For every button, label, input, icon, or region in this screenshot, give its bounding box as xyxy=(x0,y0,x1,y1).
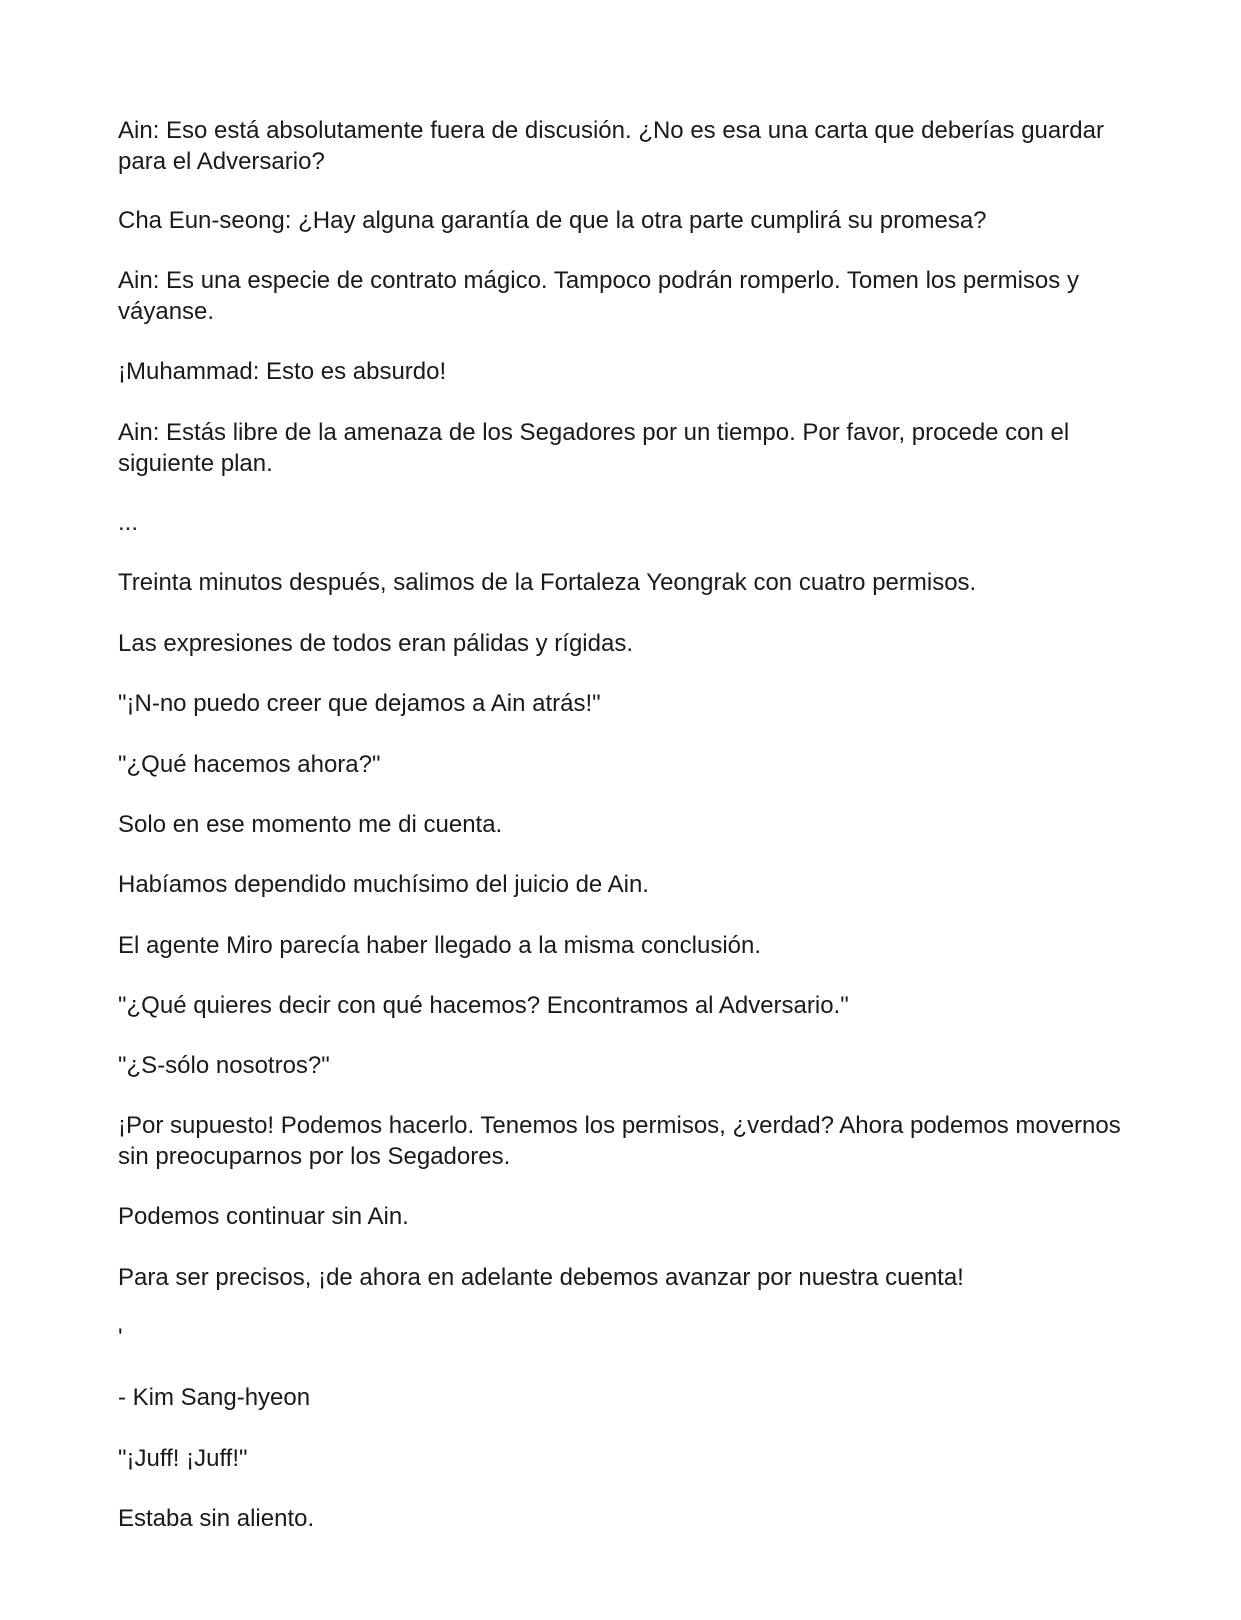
paragraph-15: "¿S-sólo nosotros?" xyxy=(118,1052,330,1079)
paragraph-9: "¡N-no puedo creer que dejamos a Ain atrás!" xyxy=(118,690,601,717)
paragraph-1: Ain: Eso está absolutamente fuera de discusión. ¿No es esa una carta que deberías guardar para el Adversario? xyxy=(118,117,1104,175)
paragraph-22: Estaba sin aliento. xyxy=(118,1505,315,1532)
paragraph-7: Treinta minutos después, salimos de la Fortaleza Yeongrak con cuatro permisos. xyxy=(118,569,977,596)
paragraph-16: ¡Por supuesto! Podemos hacerlo. Tenemos los permisos, ¿verdad? Ahora podemos movernos sin preocuparnos por los Segadores. xyxy=(118,1112,1121,1170)
paragraph-6: ... xyxy=(118,509,139,536)
paragraph-20: - Kim Sang-hyeon xyxy=(118,1384,311,1411)
paragraph-5: Ain: Estás libre de la amenaza de los Segadores por un tiempo. Por favor, procede con el siguiente plan. xyxy=(118,419,1070,477)
paragraph-21: "¡Juff! ¡Juff!" xyxy=(118,1445,248,1472)
paragraph-11: Solo en ese momento me di cuenta. xyxy=(118,811,503,838)
paragraph-17: Podemos continuar sin Ain. xyxy=(118,1203,409,1230)
paragraph-2: Cha Eun-seong: ¿Hay alguna garantía de que la otra parte cumplirá su promesa? xyxy=(118,207,987,234)
paragraph-4: ¡Muhammad: Esto es absurdo! xyxy=(118,358,447,385)
paragraph-3: Ain: Es una especie de contrato mágico. Tampoco podrán romperlo. Tomen los permisos y váyanse. xyxy=(118,267,1079,325)
paragraph-19: ' xyxy=(118,1324,123,1351)
paragraph-18: Para ser precisos, ¡de ahora en adelante debemos avanzar por nuestra cuenta! xyxy=(118,1264,964,1291)
paragraph-14: "¿Qué quieres decir con qué hacemos? Encontramos al Adversario." xyxy=(118,992,849,1019)
paragraph-10: "¿Qué hacemos ahora?" xyxy=(118,751,381,778)
paragraph-8: Las expresiones de todos eran pálidas y rígidas. xyxy=(118,630,633,657)
paragraph-13: El agente Miro parecía haber llegado a la misma conclusión. xyxy=(118,932,762,959)
paragraph-12: Habíamos dependido muchísimo del juicio de Ain. xyxy=(118,871,649,898)
